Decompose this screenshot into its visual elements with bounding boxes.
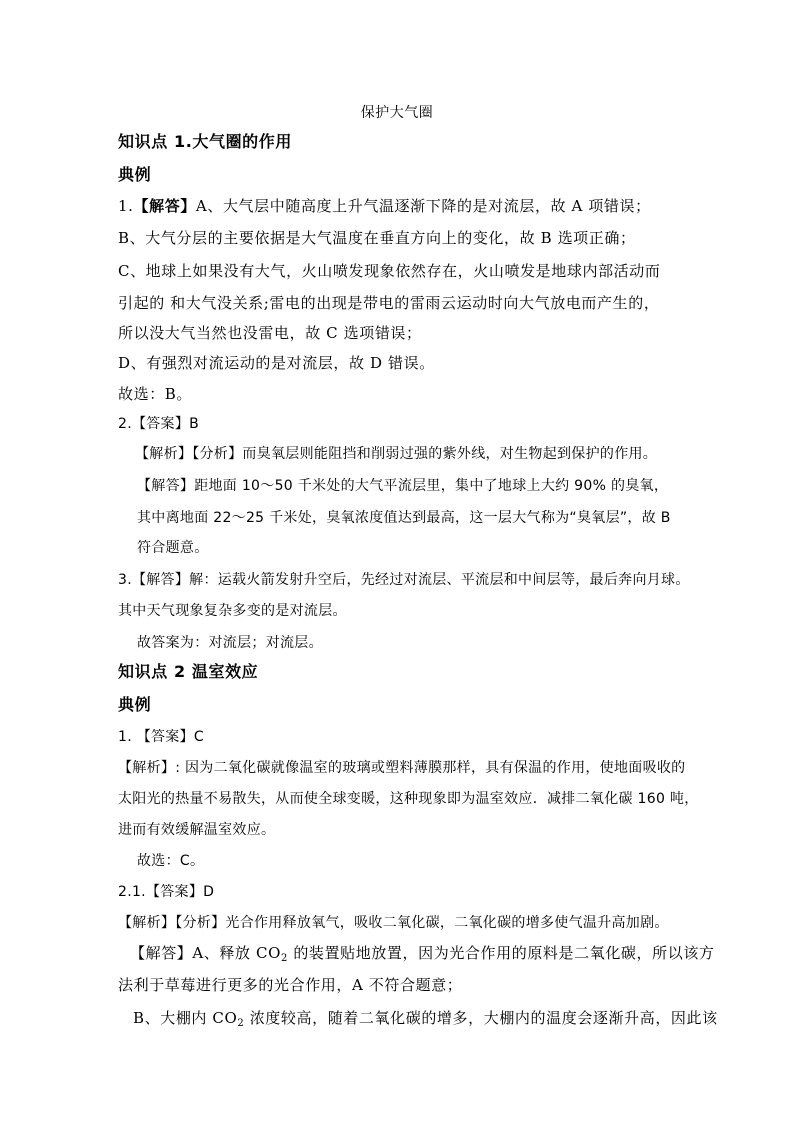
s2-q21-line3-sub: 2 bbox=[280, 953, 288, 964]
section-heading-1: 知识点 1.大气圈的作用 bbox=[118, 132, 292, 151]
s2-q21-line5-b: 浓度较高，随着二氧化碳的增多，大棚内的温度会逐渐升高，因此该 bbox=[244, 1009, 718, 1027]
s2-q1-line1: 1. 【答案】C bbox=[118, 729, 204, 745]
s1-q1-line6: D、有强烈对流运动的是对流层，故 D 错误。 bbox=[118, 354, 435, 372]
s1-q1-line5: 所以没大气当然也没雷电，故 C 选项错误； bbox=[118, 324, 422, 342]
s1-q1-line1 bbox=[118, 196, 651, 216]
s1-q1-line3: C、地球上如果没有大气，火山喷发现象依然存在，火山喷发是地球内部活动而 bbox=[118, 262, 661, 280]
s1-q1-text: A、大气层中随高度上升气温逐渐下降的是对流层，故 A 项错误； bbox=[195, 197, 651, 215]
s2-q21-line5-sub: 2 bbox=[237, 1018, 245, 1029]
s1-q1-number: 1. bbox=[118, 197, 134, 215]
s2-q1-line4: 进而有效缓解温室效应。 bbox=[118, 822, 276, 838]
s2-q21-line5-a: B、大棚内 CO bbox=[133, 1009, 238, 1027]
s1-q1-line4: 引起的 和大气没关系;雷电的出现是带电的雷雨云运动时向大气放电而产生的， bbox=[118, 294, 660, 312]
s1-q3-line1: 3.【解答】解：运载火箭发射升空后，先经过对流层、平流层和中间层等，最后奔向月球。 bbox=[118, 572, 690, 588]
s2-q21-line4: 法利于草莓进行更多的光合作用，A 不符合题意； bbox=[118, 976, 463, 994]
s2-q21-line3-a: 【解答】A、释放 CO bbox=[130, 944, 281, 962]
s1-q1-answer-tag: 【解答】 bbox=[133, 197, 196, 215]
s1-q3-line2: 其中天气现象复杂多变的是对流层。 bbox=[118, 603, 347, 619]
s1-q1-line2: B、大气分层的主要依据是大气温度在垂直方向上的变化，故 B 选项正确； bbox=[118, 229, 636, 247]
s2-q21-line1: 2.1.【答案】D bbox=[118, 884, 215, 900]
s2-q21-line2: 【解析】【分析】光合作用释放氧气，吸收二氧化碳，二氧化碳的增多使气温升高加剧。 bbox=[118, 915, 669, 931]
s2-q21-line5 bbox=[133, 1008, 718, 1028]
s2-q21-line3-b: 的装置贴地放置，因为光合作用的原料是二氧化碳，所以该方 bbox=[287, 944, 715, 962]
s2-q21-line3 bbox=[130, 943, 715, 963]
document-title: 保护大气圈 bbox=[360, 105, 434, 121]
section-heading-2: 知识点 2 温室效应 bbox=[118, 662, 259, 681]
s1-q2-line3: 【解答】距地面 10～50 千米处的大气平流层里，集中了地球上大约 90% 的臭氧， bbox=[137, 478, 669, 494]
s1-q1-line7: 故选：B。 bbox=[118, 385, 193, 403]
s1-q2-line5: 符合题意。 bbox=[137, 540, 209, 556]
example-label-1: 典例 bbox=[118, 165, 152, 184]
s1-q2-line2: 【解析】【分析】而臭氧层则能阻挡和削弱过强的紫外线，对生物起到保护的作用。 bbox=[135, 446, 658, 462]
s2-q1-line3: 太阳光的热量不易散失，从而使全球变暖，这种现象即为温室效应．减排二氧化碳 160 吨， bbox=[118, 791, 699, 807]
s1-q3-line3: 故答案为：对流层；对流层。 bbox=[137, 635, 323, 651]
s1-q2-line1: 2.【答案】B bbox=[118, 416, 200, 432]
s1-q2-line4: 其中离地面 22～25 千米处，臭氧浓度值达到最高，这一层大气称为“臭氧层”，故 B bbox=[137, 510, 671, 526]
example-label-2: 典例 bbox=[118, 695, 152, 714]
s2-q1-line2: 【解析】: 因为二氧化碳就像温室的玻璃或塑料薄膜那样，具有保温的作用，使地面吸收的 bbox=[118, 760, 686, 776]
s2-q1-line5: 故选：C。 bbox=[137, 853, 205, 869]
